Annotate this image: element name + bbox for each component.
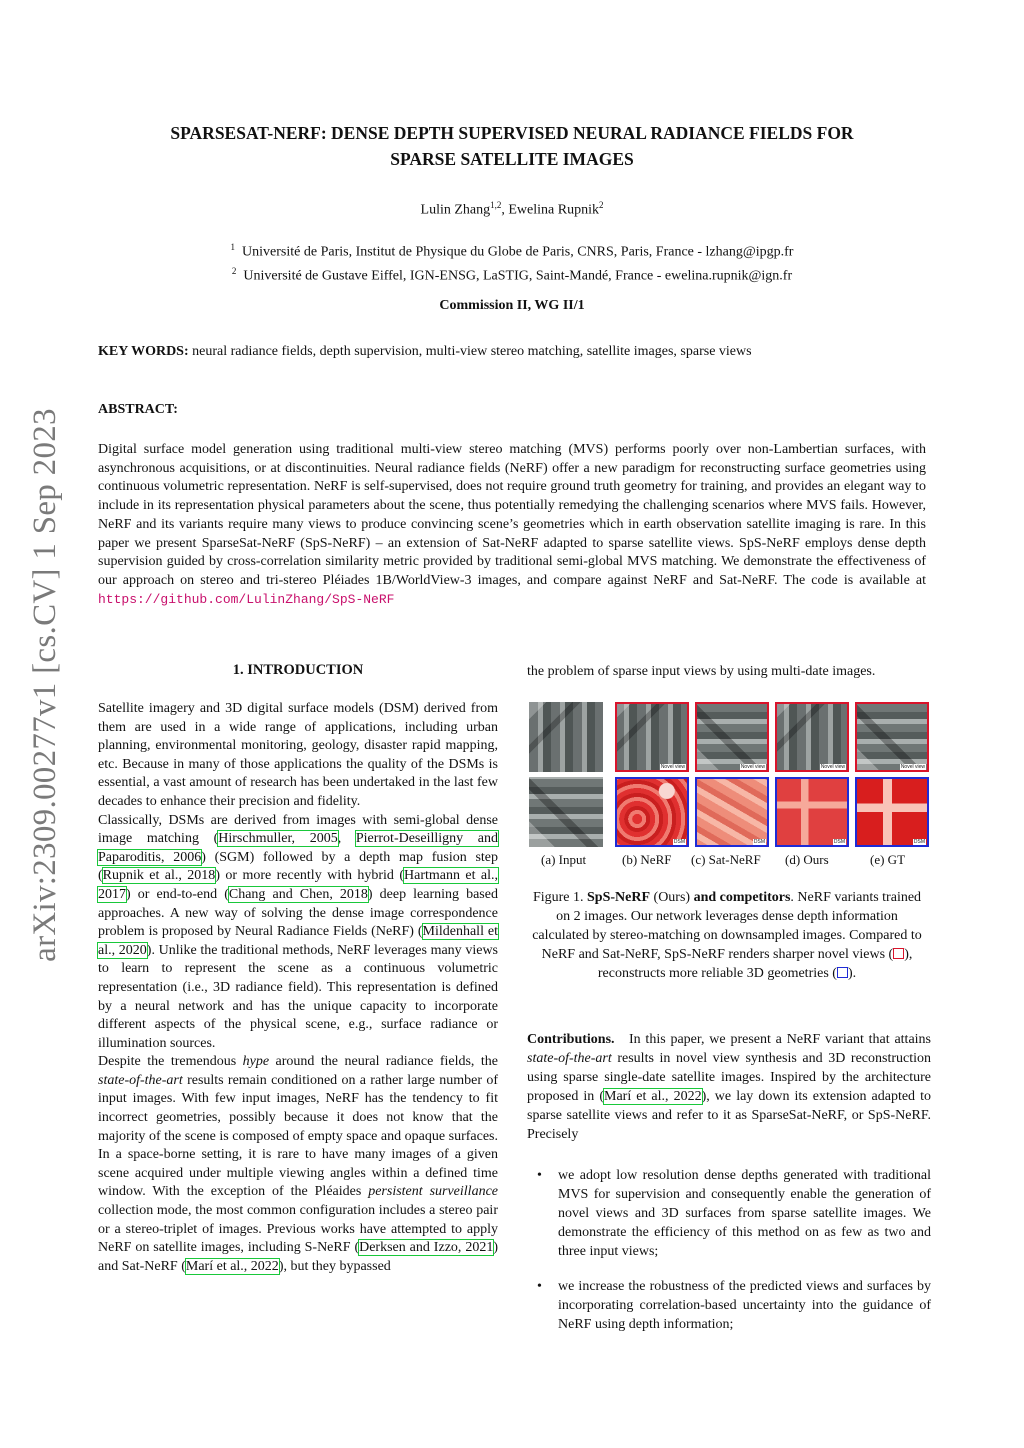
author-1-sup: 1,2 bbox=[490, 200, 502, 210]
affiliation-2 bbox=[80, 262, 944, 286]
gt-dsm bbox=[855, 777, 929, 847]
contributions-label: Contributions. bbox=[527, 1032, 615, 1047]
nerf-dsm bbox=[615, 777, 689, 847]
text: ), we lay down its extension adapted to sparse satellite views and refer to it as SparseSat-NeRF, or SpS-NeRF. Precisely bbox=[527, 1089, 931, 1142]
text: collection mode, the most common configuration includes a stereo pair or a stereo-triplet of images. Previous works have attempted to apply NeRF on satellite images, including S-NeRF ( bbox=[98, 1203, 498, 1256]
text: results remain conditioned on a rather large number of input images. With few input images, NeRF has the tendency to fit incorrect geometries, possibly because it does not know that the majority of the scene is composed of empty space and opaque surfaces. In a space-borne setting, it is rare to have many images of a given scene acquired under multiple viewing angles within a defined time window. With the exception of the Pléaides bbox=[98, 1072, 498, 1200]
affiliation-1 bbox=[80, 238, 944, 262]
list-item bbox=[527, 1277, 931, 1334]
figure-1 bbox=[529, 702, 929, 867]
author-2-sup: 2 bbox=[598, 200, 604, 210]
gt-novel-view bbox=[855, 702, 929, 772]
emphasis: and competitors bbox=[693, 890, 791, 905]
novel-view-tag: Novel view bbox=[820, 764, 845, 770]
sublabel-ours: (d) Ours bbox=[785, 852, 829, 867]
ours-novel-view bbox=[775, 702, 849, 772]
affiliation-2-text: Université de Gustave Eiffel, IGN-ENSG, LaSTIG, Saint-Mandé, France - ewelina.rupnik@ign.fr bbox=[243, 268, 793, 284]
text: Figure 1. bbox=[532, 890, 588, 905]
affiliations bbox=[80, 238, 944, 285]
keywords-text: neural radiance fields, depth supervision, multi-view stereo matching, satellite images, sparse views bbox=[188, 344, 752, 359]
text: Classically, DSMs are derived from images with semi-global dense image matching ( bbox=[98, 812, 498, 847]
list-item-text: we adopt low resolution dense depths generated with traditional MVS for supervision and consequently enable the generation of novel views and 3D surfaces from sparse satellite images. We demonstrate the efficiency of this method on as few as two and three input views; bbox=[558, 1168, 931, 1259]
sublabel-input: (a) Input bbox=[541, 852, 587, 867]
dsm-tag: DSM bbox=[913, 839, 925, 845]
list-item-text: we increase the robustness of the predicted views and surfaces by incorporating correlation-based uncertainty into the guidance of NeRF using depth information; bbox=[558, 1279, 931, 1332]
code-link[interactable]: https://github.com/LulinZhang/SpS-NeRF bbox=[98, 591, 395, 607]
text: , bbox=[337, 831, 356, 847]
emphasis: SpS-NeRF bbox=[587, 890, 651, 905]
emphasis: state-of-the-art bbox=[98, 1072, 183, 1088]
emphasis: hype bbox=[242, 1054, 270, 1070]
contributions bbox=[527, 1030, 935, 1144]
author-1: Lulin Zhang bbox=[420, 202, 491, 218]
abstract-heading: ABSTRACT: bbox=[98, 402, 178, 417]
text: ) or more recently with hybrid ( bbox=[215, 868, 405, 884]
authors bbox=[80, 200, 944, 219]
novel-view-tag: Novel view bbox=[660, 764, 685, 770]
text: Despite the tremendous bbox=[98, 1054, 243, 1070]
right-column-intro: the problem of sparse input views by using multi-date images. bbox=[527, 664, 876, 679]
input-image-2 bbox=[529, 777, 603, 847]
figure-caption bbox=[527, 888, 927, 983]
citation-link[interactable]: Marí et al., 2022 bbox=[185, 1258, 279, 1274]
citation-link[interactable]: Mildenhall et al., 2020 bbox=[98, 924, 498, 958]
sublabel-satnerf: (c) Sat-NeRF bbox=[691, 852, 761, 867]
affiliation-1-num: 1 bbox=[230, 242, 236, 252]
author-sep: , bbox=[501, 202, 509, 218]
keywords bbox=[98, 344, 938, 360]
satnerf-novel-view bbox=[695, 702, 769, 772]
affiliation-2-num: 2 bbox=[231, 265, 237, 276]
keywords-label: KEY WORDS: bbox=[98, 344, 189, 359]
text: ) and Sat-NeRF ( bbox=[98, 1240, 498, 1274]
commission: Commission II, WG II/1 bbox=[439, 298, 585, 313]
citation-link[interactable]: Marí et al., 2022 bbox=[604, 1089, 702, 1104]
citation-link[interactable]: Rupnik et al., 2018 bbox=[102, 868, 216, 884]
red-square-icon bbox=[893, 948, 904, 959]
sublabel-nerf: (b) NeRF bbox=[622, 852, 672, 867]
novel-view-tag: Novel view bbox=[900, 764, 925, 770]
text: results in novel view synthesis and 3D reconstruction using sparse single-date satellite images. Inspired by the architecture proposed in ( bbox=[527, 1051, 931, 1104]
text: ). Unlike the traditional methods, NeRF leverages many views to learn to represent the scene as a continuous volumetric representation (i.e., 3D radiance field). This representation is defined by a neural network and has the unique capacity to incorporate different aspects of the physical scene, e.g., surface radiance or illumination sources. bbox=[98, 942, 499, 1051]
blue-square-icon bbox=[837, 967, 848, 978]
citation-link[interactable]: Hartmann et al., 2017 bbox=[98, 868, 499, 902]
text: ), but they bypassed bbox=[278, 1258, 391, 1274]
satnerf-dsm bbox=[695, 777, 769, 847]
author-2: Ewelina Rupnik bbox=[508, 202, 599, 218]
dsm-tag: DSM bbox=[833, 839, 845, 845]
bullet-icon: • bbox=[537, 1168, 542, 1183]
text: ) deep learning based approaches. A new way of solving the dense image correspondence problem is proposed by Neural Radiance Fields (NeRF) ( bbox=[98, 886, 498, 940]
novel-view-tag: Novel view bbox=[740, 764, 765, 770]
dsm-tag: DSM bbox=[673, 839, 685, 845]
text: (Ours) bbox=[650, 890, 694, 905]
citation-link[interactable]: Hirschmuller, 2005 bbox=[218, 831, 338, 847]
ours-dsm bbox=[775, 777, 849, 847]
abstract-text: Digital surface model generation using traditional multi-view stereo matching (MVS) performs poorly over non-Lambertian surfaces, with asynchronous acquisitions, or at discontinuities. Neural radiance fields (NeRF) offer a new paradigm for reconstructing surface geometries using continuous volumetric representation. NeRF is self-supervised, does not require ground truth geometry for training, and provides an elegant way to include in its representation physical parameters about the scene, thus potentially remedying the challenging scenarios where MVS fails. However, NeRF and its variants require many views to produce convincing scene’s geometries which in earth observation satellite imaging is rare. In this paper we present SparseSat-NeRF (SpS-NeRF) – an extension of Sat-NeRF adapted to sparse satellite views. SpS-NeRF employs dense depth supervision guided by cross-correlation similarity metric provided by traditional semi-global MVS matching. We demonstrate the effectiveness of our approach on stereo and tri-stereo Pléiades 1B/WorldView-3 images, and compare against NeRF and Sat-NeRF. The code is available at bbox=[98, 442, 926, 588]
citation-link[interactable]: Derksen and Izzo, 2021 bbox=[359, 1240, 494, 1256]
abstract bbox=[98, 441, 926, 609]
text: ) or end-to-end ( bbox=[126, 886, 229, 902]
emphasis: state-of-the-art bbox=[527, 1051, 612, 1066]
intro-paragraph-3 bbox=[98, 1053, 498, 1276]
intro-paragraph-2 bbox=[98, 812, 498, 1054]
text: ) (SGM) followed by a depth map fusion step ( bbox=[98, 849, 498, 884]
text: around the neural radiance fields, the bbox=[269, 1054, 499, 1070]
section-heading: 1. INTRODUCTION bbox=[232, 662, 364, 678]
text: ), reconstructs more reliable 3D geometries ( bbox=[597, 947, 913, 981]
title-line-1: SPARSESAT-NERF: DENSE DEPTH SUPERVISED NEURAL RADIANCE FIELDS FOR bbox=[170, 123, 854, 143]
title-line-2: SPARSE SATELLITE IMAGES bbox=[390, 149, 634, 169]
intro-paragraph-1: Satellite imagery and 3D digital surface models (DSM) derived from them are used in a wide range of applications, including urban planning, environmental monitoring, geology, disaster rapid mapping, etc. Because in many of those applications the quality of the DSMs is essential, a vast amount of research has been undertaked in the last few decades to enhance their precision and fidelity. bbox=[98, 701, 498, 809]
citation-link[interactable]: Chang and Chen, 2018 bbox=[228, 886, 368, 902]
input-image-1 bbox=[529, 702, 603, 772]
intro-column bbox=[98, 700, 498, 1276]
dsm-tag: DSM bbox=[753, 839, 765, 845]
arxiv-stamp[interactable]: arXiv:2309.00277v1 [cs.CV] 1 Sep 2023 bbox=[27, 408, 63, 962]
paper-title bbox=[80, 120, 944, 172]
text: . NeRF variants trained on 2 images. Our network leverages dense depth information calculated by stereo-matching on downsampled images. Compared to NeRF and Sat-NeRF, SpS-NeRF renders sharper novel views ( bbox=[532, 890, 922, 962]
citation-link[interactable]: Pierrot-Deseilligny and Paparoditis, 2006 bbox=[98, 831, 499, 865]
text: In this paper, we present a NeRF variant that attains bbox=[614, 1032, 935, 1047]
emphasis: persistent surveillance bbox=[368, 1184, 498, 1200]
bullet-icon: • bbox=[537, 1279, 542, 1294]
affiliation-1-text: Université de Paris, Institut de Physique du Globe de Paris, CNRS, Paris, France - lzhang@ipgp.fr bbox=[242, 244, 794, 260]
nerf-novel-view bbox=[615, 702, 689, 772]
list-item bbox=[527, 1166, 931, 1261]
text: ). bbox=[847, 966, 857, 981]
sublabel-gt: (e) GT bbox=[870, 852, 906, 867]
contribution-list bbox=[527, 1166, 931, 1350]
